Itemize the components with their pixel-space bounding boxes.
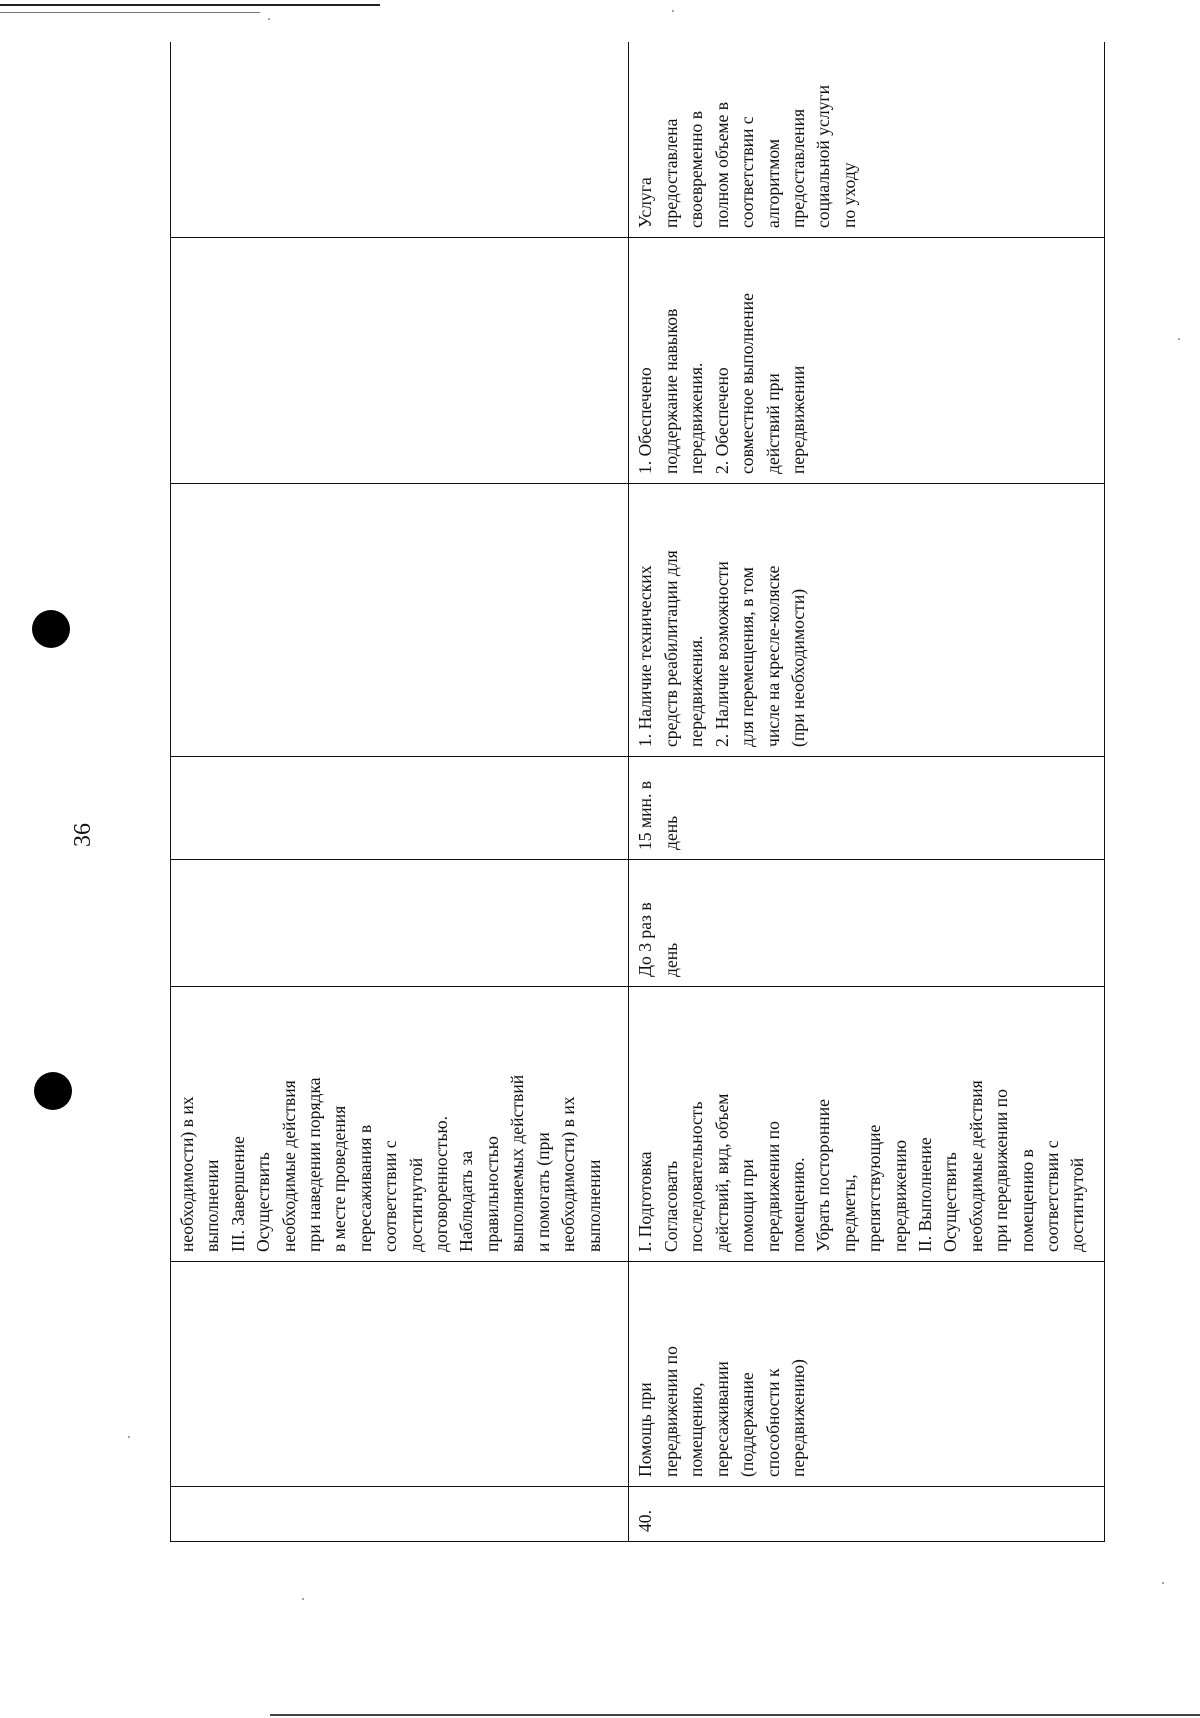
cell-line: выполнении [583, 1159, 604, 1252]
cell-content [171, 987, 629, 1262]
cell-line: пересаживания в [354, 1124, 375, 1252]
cell-frequency [629, 860, 1105, 987]
cell-indicators [629, 238, 1105, 484]
cell-line: соответствии с [737, 116, 758, 228]
cell-line: средств реабилитации для [660, 550, 681, 747]
scan-speck [128, 1436, 130, 1438]
cell-line: помещению в [1016, 1149, 1037, 1252]
cell-evaluation [171, 42, 629, 238]
cell-line: выполняемых действий [507, 1074, 528, 1252]
cell-line: передвижении [787, 365, 808, 474]
cell-line: препятствующие [864, 1124, 885, 1252]
cell-line: I. Подготовка [635, 1151, 656, 1252]
table-row-continued [171, 42, 629, 1542]
cell-service [629, 1262, 1105, 1487]
cell-indicators [171, 238, 629, 484]
scan-speck [1162, 1582, 1164, 1584]
cell-line: передвижения. [686, 635, 707, 747]
table-row-40 [629, 42, 1105, 1542]
cell-line: передвижения. [686, 362, 707, 474]
cell-line: Наблюдать за [456, 1150, 477, 1252]
cell-line: (поддержание [737, 1372, 758, 1477]
cell-line: для перемещения, в том [737, 567, 758, 747]
cell-conditions [629, 484, 1105, 757]
cell-line: Помощь при [635, 1382, 656, 1477]
cell-service [171, 1262, 629, 1487]
cell-line: действий, вид, объем [711, 1093, 732, 1252]
cell-line: предоставлена [660, 118, 681, 228]
cell-line: предоставления [787, 108, 808, 228]
cell-line: необходимые действия [278, 1080, 299, 1252]
cell-line: и помогать (при [532, 1132, 553, 1252]
cell-line: 2. Обеспечено [711, 367, 732, 474]
cell-line: совместное выполнение [737, 293, 758, 474]
scan-edge-top-secondary [0, 12, 260, 13]
cell-line: последовательность [686, 1101, 707, 1252]
cell-line: Убрать посторонние [813, 1099, 834, 1252]
cell-line: соответствии с [1041, 1140, 1062, 1252]
cell-line: соответствии с [380, 1140, 401, 1252]
cell-line: день [660, 815, 681, 850]
cell-line: полном объеме в [711, 101, 732, 228]
cell-line: способности к [762, 1368, 783, 1477]
cell-line: Осуществить [940, 1152, 961, 1252]
cell-line: пересаживании [711, 1361, 732, 1477]
cell-line: Согласовать [660, 1160, 681, 1252]
cell-line: передвижении по [762, 1121, 783, 1252]
cell-line: необходимости) в их [177, 1096, 197, 1252]
cell-line: своевременно в [686, 110, 707, 228]
cell-line: необходимые действия [965, 1080, 986, 1252]
cell-conditions [171, 484, 629, 757]
cell-line: поддержание навыков [660, 308, 681, 474]
cell-line: передвижении по [660, 1346, 681, 1477]
scan-speck [672, 10, 674, 12]
cell-line: До 3 раз в [635, 902, 656, 977]
cell-line: правильностью [481, 1136, 502, 1252]
cell-line: 1. Наличие технических [635, 565, 656, 747]
rotated-table-area [170, 42, 1105, 1542]
cell-line: числе на кресле-коляске [762, 565, 783, 747]
cell-line: II. Выполнение [914, 1137, 935, 1252]
cell-line: алгоритмом [762, 139, 783, 228]
cell-line: достигнутой [1067, 1157, 1088, 1252]
cell-line: день [660, 942, 681, 977]
cell-number [171, 1487, 629, 1542]
cell-line: достигнутой [405, 1157, 426, 1252]
cell-line: Услуга [635, 177, 656, 228]
cell-line: необходимости) в их [558, 1096, 579, 1252]
punch-hole-lower [34, 1072, 72, 1110]
cell-line: выполнении [202, 1159, 223, 1252]
scan-speck [302, 1598, 304, 1600]
scan-edge-bottom [270, 1714, 1200, 1716]
cell-line: помещению, [686, 1382, 707, 1477]
cell-line: III. Завершение [227, 1136, 248, 1252]
cell-line: договоренностью. [431, 1115, 452, 1252]
cell-line: в месте проведения [329, 1105, 350, 1252]
cell-frequency [171, 860, 629, 987]
scan-speck [268, 18, 270, 20]
cell-number: 40. [629, 1487, 1105, 1542]
cell-line: помещению. [787, 1157, 808, 1252]
cell-line: при наведении порядка [304, 1077, 325, 1252]
page-number: 36 [69, 823, 96, 847]
cell-line: 1. Обеспечено [635, 367, 656, 474]
service-standards-table [170, 42, 1105, 1542]
cell-line: Осуществить [253, 1152, 274, 1252]
cell-content [629, 987, 1105, 1262]
cell-line: предметы, [838, 1174, 859, 1252]
cell-line: социальной услуги [813, 84, 834, 228]
cell-line: 15 мин. в [635, 780, 656, 850]
cell-line: передвижению [889, 1140, 910, 1252]
scan-edge-top [0, 4, 380, 6]
cell-line: помощи при [737, 1159, 758, 1252]
cell-line: передвижению) [787, 1359, 808, 1477]
cell-line: при передвижении по [991, 1089, 1012, 1252]
cell-line: (при необходимости) [787, 588, 808, 747]
cell-duration [171, 757, 629, 860]
cell-line: действий при [762, 373, 783, 474]
cell-line: 2. Наличие возможности [711, 561, 732, 747]
cell-duration [629, 757, 1105, 860]
cell-evaluation [629, 42, 1105, 238]
punch-hole-upper [32, 610, 70, 648]
rotated-table-content [170, 42, 1105, 1542]
cell-line: по уходу [838, 162, 859, 228]
scan-speck [1178, 338, 1180, 340]
